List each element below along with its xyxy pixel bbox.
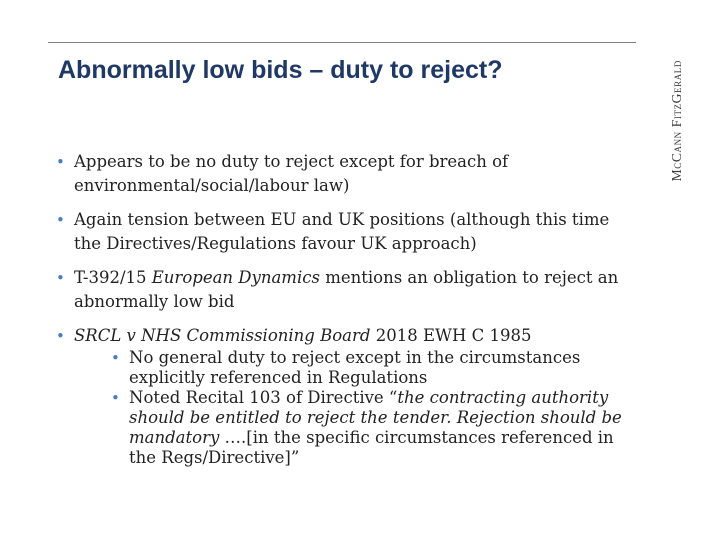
bullet-item-2	[56, 208, 636, 256]
bullet-icon: •	[56, 211, 65, 229]
sub-bullet-list	[74, 348, 636, 468]
bullet-text: Again tension between EU and UK positions (although this time the Directives/Regulations favour UK approach)	[74, 210, 610, 253]
sub-bullet-item-1	[111, 348, 636, 388]
case-number: T-392/15	[74, 268, 147, 287]
sub-bullet-text: No general duty to reject except in the circumstances explicitly referenced in Regulations	[129, 348, 581, 387]
header-rule	[48, 42, 636, 43]
bullet-item-1	[56, 150, 636, 198]
bullet-icon: •	[111, 389, 120, 407]
case-name: European Dynamics	[151, 268, 320, 287]
slide-title: Abnormally low bids – duty to reject?	[58, 56, 503, 84]
bullet-item-3	[56, 266, 636, 314]
company-logo	[668, 47, 686, 195]
recital-quote: the contracting authority should be entitled to reject the tender. Rejection should be mandatory	[129, 388, 622, 447]
sub-bullet-text: Noted Recital 103 of Directive “	[129, 388, 398, 407]
bullet-text: mentions an obligation to reject an abnormally low bid	[74, 268, 619, 311]
bullet-text: Appears to be no duty to reject except for breach of environmental/social/labour law)	[74, 152, 509, 195]
bullet-item-4	[56, 324, 636, 468]
bullet-icon: •	[56, 327, 65, 345]
logo-text: McCann FitzGerald	[669, 60, 684, 182]
bullet-icon: •	[56, 153, 65, 171]
sub-bullet-item-2	[111, 388, 636, 468]
case-name: SRCL v NHS Commissioning Board	[74, 326, 371, 345]
bullet-icon: •	[56, 269, 65, 287]
sub-bullet-text-end: ….[in the specific circumstances referenced in the Regs/Directive]”	[129, 428, 614, 467]
case-citation: 2018 EWH C 1985	[375, 326, 532, 345]
slide-content	[56, 150, 636, 478]
bullet-icon: •	[111, 349, 120, 367]
